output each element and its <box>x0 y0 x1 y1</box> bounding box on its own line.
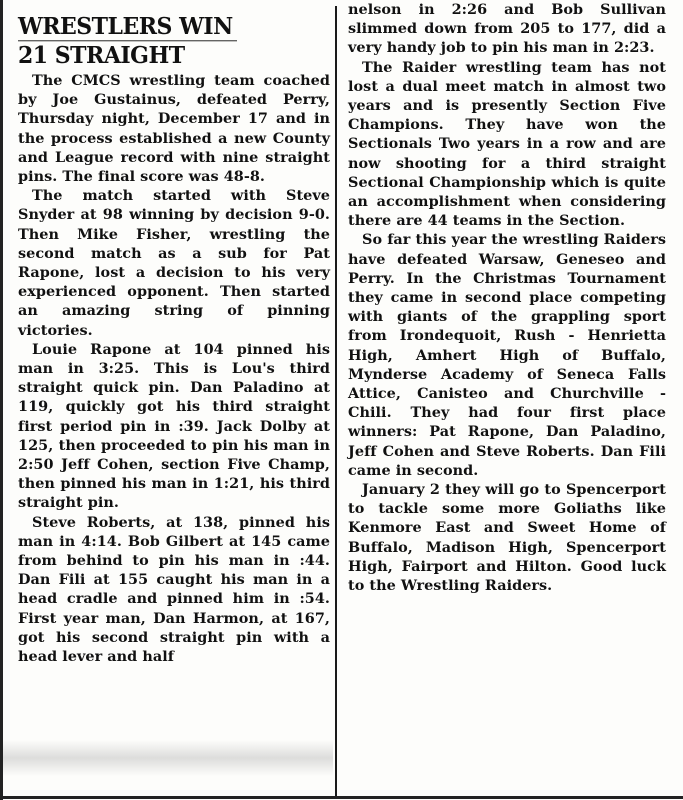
paragraph-upcoming: January 2 they will go to Spencerport to tackle some more Goliaths like Kenmore East and Sweet Home of Buffalo, Madison High, Spencerport High, Fairport and Hilton. Good luck to the Wrestling Raiders. <box>348 481 666 595</box>
column-divider <box>335 6 337 796</box>
headline-line-2: 21 STRAIGHT <box>18 41 185 70</box>
bottom-border <box>0 796 683 799</box>
paragraph-continued: nelson in 2:26 and Bob Sullivan slimmed down from 205 to 177, did a very handy job to pin his man in 2:23. <box>348 1 666 57</box>
headline-line-1: WRESTLERS WIN <box>18 14 237 41</box>
paragraph-record: The Raider wrestling team has not lost a dual meet match in almost two years and is presently Section Five Champions. They have won the Sectionals Two years in a row and are now shooting for a third straight Sectional Championship which is quite an accomplishment when considering there are 44 teams in the Section. <box>348 58 666 230</box>
print-smudge <box>3 740 333 776</box>
paragraph-pins: Louie Rapone at 104 pinned his man in 3:25. This is Lou's third straight quick pin. Dan Paladino at 119, quickly got his third straight first period pin in :39. Jack Dolby at 125, then proceeded to pin his man in 2:50 Jeff Cohen, section Five Champ, then pinned his man in 1:21, his third straight pin. <box>18 340 330 512</box>
left-border <box>0 0 3 800</box>
right-column <box>348 0 666 595</box>
paragraph-more-pins: Steve Roberts, at 138, pinned his man in 4:14. Bob Gilbert at 145 came from behind to pin his man in :44. Dan Fili at 155 caught his man in a head cradle and pinned him in :54. First year man, Dan Harmon, at 167, got his second straight pin with a head lever and half <box>18 513 330 666</box>
paragraph-season: So far this year the wrestling Raiders have defeated Warsaw, Geneseo and Perry. In the Christmas Tournament they came in second place competing with giants of the grappling sport from Irondequoit, Rush - Henrietta High, Amhert High of Buffalo, Mynderse Academy of Seneca Falls Attice, Canisteo and Churchville - Chili. They had four first place winners: Pat Rapone, Dan Paladino, Jeff Cohen and Steve Roberts. Dan Fili came in second. <box>348 231 666 479</box>
left-column <box>18 14 330 666</box>
paragraph-match-start: The match started with Steve Snyder at 98 winning by decision 9-0. Then Mike Fisher, wrestling the second match as a sub for Pat Rapone, lost a decision to his very experienced opponent. Then started an amazing string of pinning victories. <box>18 187 330 339</box>
paragraph-intro: The CMCS wrestling team coached by Joe Gustainus, defeated Perry, Thursday night, December 17 and in the process established a new County and League record with nine straight pins. The final score was 48-8. <box>18 72 330 186</box>
